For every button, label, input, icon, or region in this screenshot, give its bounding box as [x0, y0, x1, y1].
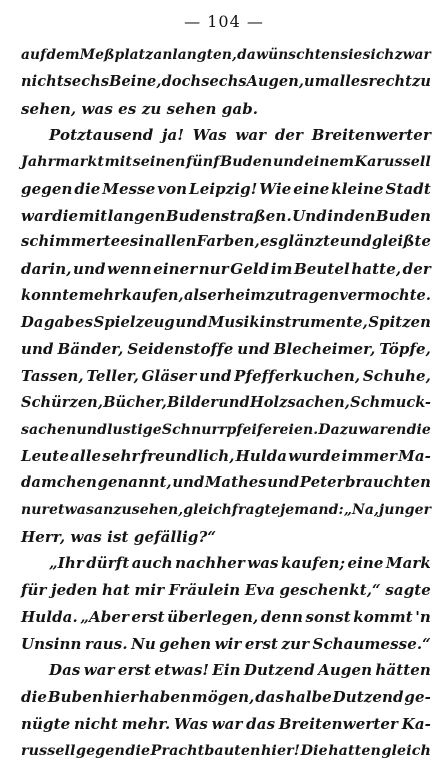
- text-line: konnte mehr kaufen, als er heimzutragen vermochte.: [21, 283, 431, 310]
- text-line: Da gab es Spielzeug und Musikinstrumente, Spitzen: [21, 310, 431, 337]
- text-line: nügte nicht mehr. Was war das Breitenwerter Ka-: [21, 711, 431, 738]
- text-line: russell gegen die Prachtbauten hier! Die hatten gleich: [21, 738, 431, 764]
- text-line: nicht sechs Beine, doch sechs Augen, um alles recht zu: [21, 69, 431, 96]
- text-line: für jeden hat mir Fräulein Eva geschenkt,“ sagte: [21, 577, 431, 604]
- text-line: und Bänder, Seidenstoffe und Blecheimer, Töpfe,: [21, 336, 431, 363]
- text-line: Tassen, Teller, Gläser und Pfefferkuchen, Schuhe,: [21, 363, 431, 390]
- text-line: Leute alle sehr freundlich, Hulda wurde immer Ma-: [21, 443, 431, 470]
- text-line: gegen die Messe von Leipzig! Wie eine kleine Stadt: [21, 176, 431, 203]
- body-text: [21, 42, 431, 764]
- text-line: darin, und wenn einer nur Geld im Beutel hatte, der: [21, 256, 431, 283]
- text-line: Das war erst etwas! Ein Dutzend Augen hätten: [21, 657, 431, 684]
- text-line: damchen genannt, und Mathes und Peter brauchten: [21, 470, 431, 497]
- text-line: Schürzen, Bücher, Bilder und Holzsachen, Schmuck-: [21, 390, 431, 417]
- text-line: auf dem Meßplatz anlangten, da wünschten sie sich zwar: [21, 42, 431, 69]
- text-line: Jahrmarkt mit seinen fünf Buden und einem Karussell: [21, 149, 431, 176]
- text-line: Herr, was ist gefällig?“: [21, 524, 431, 551]
- text-line: nur etwas anzusehen, gleich fragte jemand: „Na, junger: [21, 497, 431, 524]
- text-line: Hulda. „Aber erst überlegen, denn sonst kommt 'n: [21, 604, 431, 631]
- text-line: war die mit langen Budenstraßen. Und in den Buden: [21, 203, 431, 230]
- text-line: die Buben hier haben mögen, das halbe Dutzend ge-: [21, 684, 431, 711]
- page-number: — 104 —: [0, 12, 448, 31]
- text-line: „Ihr dürft auch nachher was kaufen; eine Mark: [21, 550, 431, 577]
- text-line: sachen und lustige Schnurrpfeifereien. Dazu waren die: [21, 417, 431, 444]
- text-line: Potztausend ja! Was war der Breitenwerter: [21, 122, 431, 149]
- text-line: Unsinn raus. Nu gehen wir erst zur Schaumesse.“: [21, 631, 431, 658]
- text-line: sehen, was es zu sehen gab.: [21, 96, 431, 123]
- text-line: schimmerte es in allen Farben, es glänzte und gleißte: [21, 229, 431, 256]
